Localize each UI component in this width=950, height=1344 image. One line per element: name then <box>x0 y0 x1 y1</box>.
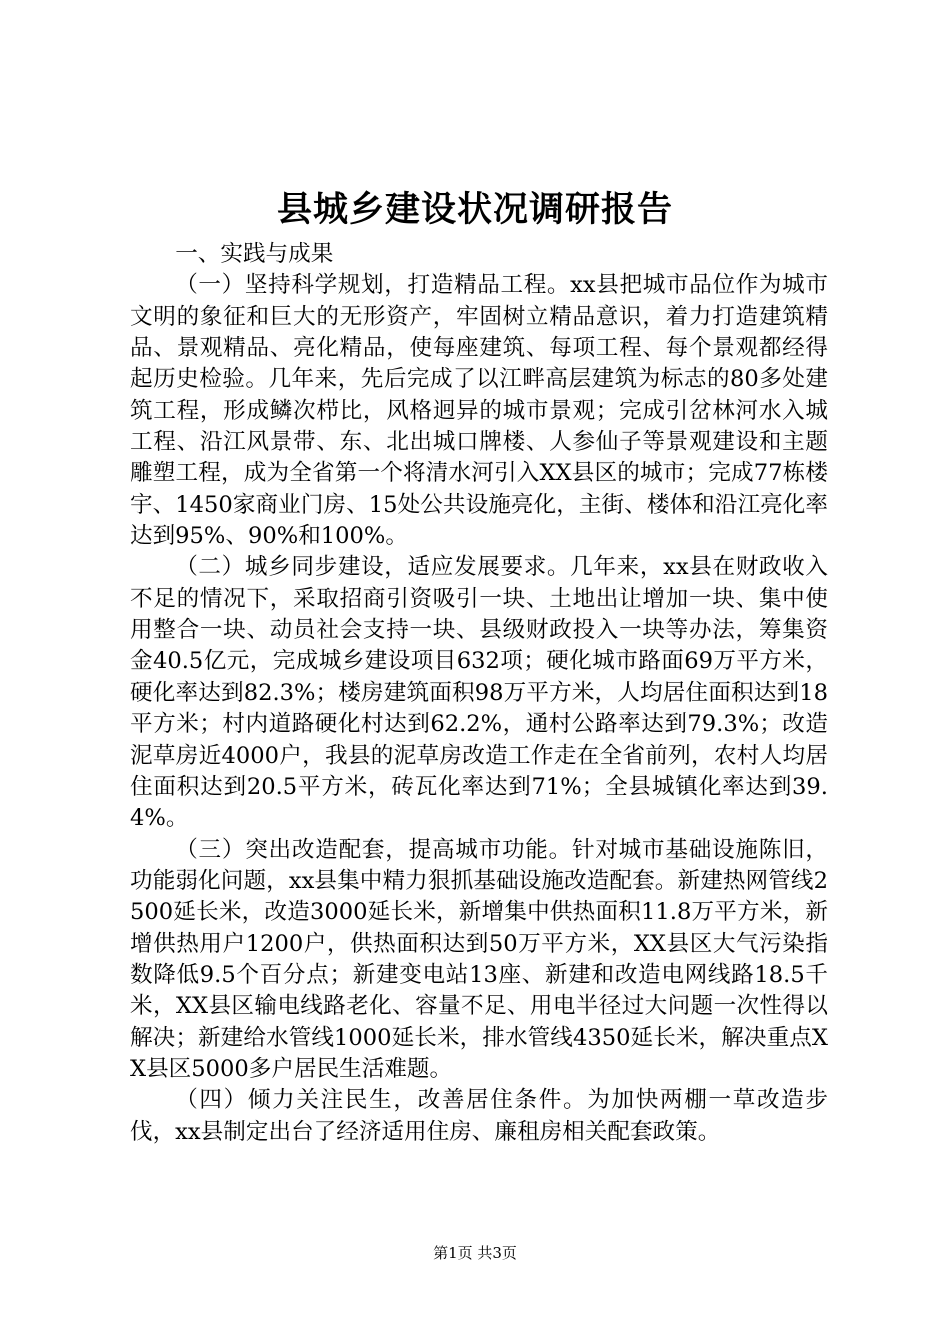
body-paragraph: （四）倾力关注民生，改善居住条件。为加快两棚一草改造步伐，xx县制定出台了经济适用住房、廉租房相关配套政策。 <box>130 1087 828 1145</box>
document-title: 县城乡建设状况调研报告 <box>276 189 673 230</box>
body-paragraph: （一）坚持科学规划，打造精品工程。xx县把城市品位作为城市文明的象征和巨大的无形资产，牢固树立精品意识，着力打造建筑精品、景观精品、亮化精品，使每座建筑、每项工程、每个景观都经得起历史检验。几年来，先后完成了以江畔高层建筑为标志的80多处建筑工程，形成鳞次栉比，风格迥异的城市景观；完成引岔林河水入城工程、沿江风景带、东、北出城口牌楼、人参仙子等景观建设和主题雕塑工程，成为全省第一个将清水河引入XX县区的城市；完成77栋楼宇、1450家商业门房、15处公共设施亮化，主街、楼体和沿江亮化率达到95%、90%和100%。 <box>130 272 828 550</box>
page-footer: 第1页 共3页 <box>433 1244 517 1262</box>
section-heading: 一、实践与成果 <box>175 241 334 267</box>
body-paragraph: （二）城乡同步建设，适应发展要求。几年来，xx县在财政收入不足的情况下，采取招商引资吸引一块、土地出让增加一块、集中使用整合一块、动员社会支持一块、县级财政投入一块等办法，筹集资金40.5亿元，完成城乡建设项目632项；硬化城市路面69万平方米，硬化率达到82.3%；楼房建筑面积98万平方米，人均居住面积达到18平方米；村内道路硬化村达到62.2%，通村公路率达到79.3%；改造泥草房近4000户，我县的泥草房改造工作走在全省前列，农村人均居住面积达到20.5平方米，砖瓦化率达到71%；全县城镇化率达到39.4%。 <box>130 554 828 832</box>
body-paragraph: （三）突出改造配套，提高城市功能。针对城市基础设施陈旧，功能弱化问题，xx县集中精力狠抓基础设施改造配套。新建热网管线2500延长米，改造3000延长米，新增集中供热面积11.8万平方米，新增供热用户1200户，供热面积达到50万平方米，XX县区大气污染指数降低9.5个百分点；新建变电站13座、新建和改造电网线路18.5千米，XX县区输电线路老化、容量不足、用电半径过大问题一次性得以解决；新建给水管线1000延长米，排水管线4350延长米，解决重点XX县区5000多户居民生活难题。 <box>130 836 828 1082</box>
document-body <box>130 239 828 1148</box>
